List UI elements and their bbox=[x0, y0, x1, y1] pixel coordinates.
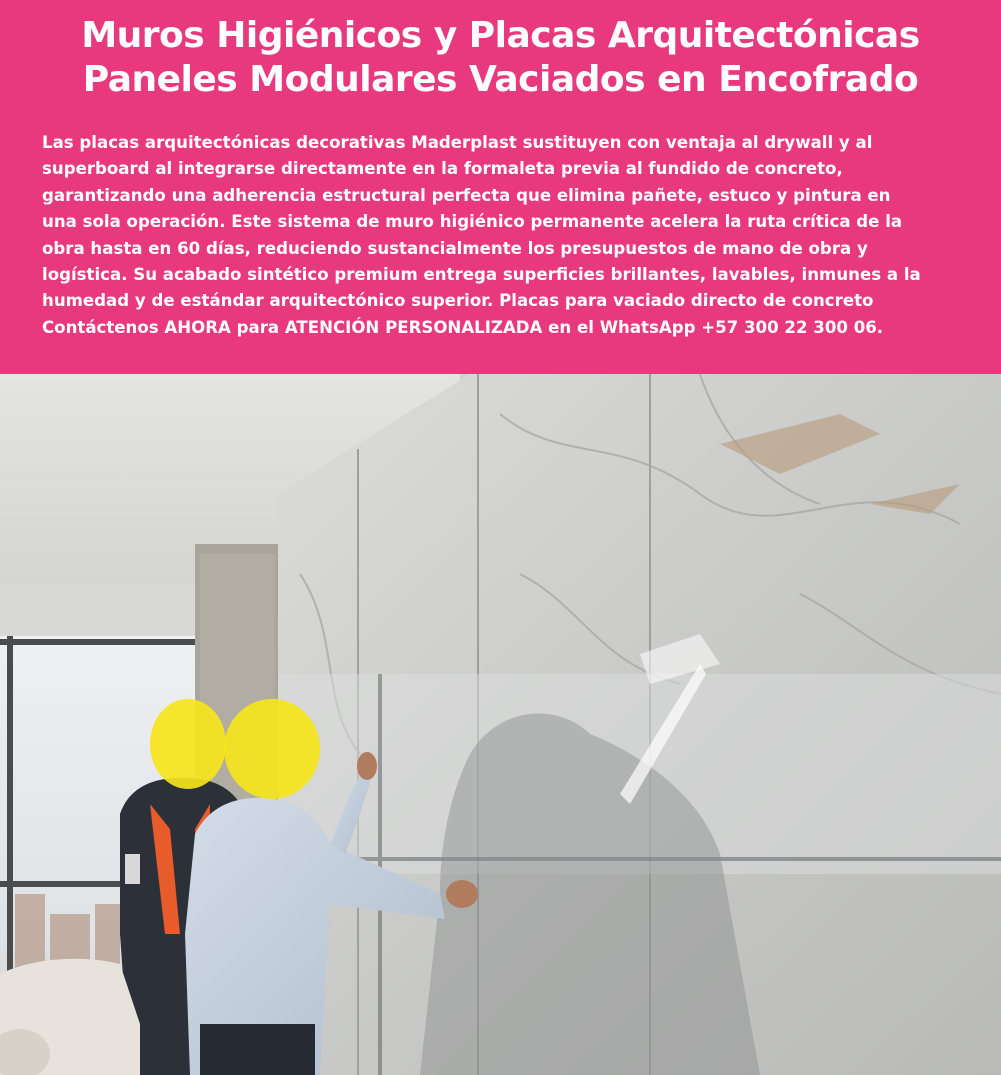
description-line: una sola operación. Este sistema de muro higiénico permanente acelera la ruta crítica de la bbox=[42, 212, 903, 232]
face-mask-icon bbox=[224, 699, 320, 799]
page-title bbox=[0, 14, 1001, 102]
title-line-1: Muros Higiénicos y Placas Arquitectónicas bbox=[81, 15, 920, 56]
face-mask-icon bbox=[150, 699, 226, 789]
description-line: garantizando una adherencia estructural perfecta que elimina pañete, estuco y pintura en bbox=[42, 185, 891, 205]
description-line: logística. Su acabado sintético premium entrega superficies brillantes, lavables, inmunes a la bbox=[42, 265, 921, 285]
description-paragraph bbox=[42, 130, 972, 341]
contact-line: Contáctenos AHORA para ATENCIÓN PERSONALIZADA en el WhatsApp +57 300 22 300 06. bbox=[42, 317, 884, 337]
description-line: superboard al integrarse directamente en la formaleta previa al fundido de concreto, bbox=[42, 159, 843, 179]
product-photo bbox=[0, 374, 1001, 1075]
title-line-2: Paneles Modulares Vaciados en Encofrado bbox=[82, 59, 919, 100]
photo-illustration bbox=[0, 374, 1001, 1075]
description-line: obra hasta en 60 días, reduciendo sustancialmente los presupuestos de mano de obra y bbox=[42, 238, 868, 258]
header-banner bbox=[0, 0, 1001, 374]
description-line: Las placas arquitectónicas decorativas Maderplast sustituyen con ventaja al drywall y al bbox=[42, 133, 873, 152]
description-line: humedad y de estándar arquitectónico superior. Placas para vaciado directo de concreto bbox=[42, 291, 874, 311]
